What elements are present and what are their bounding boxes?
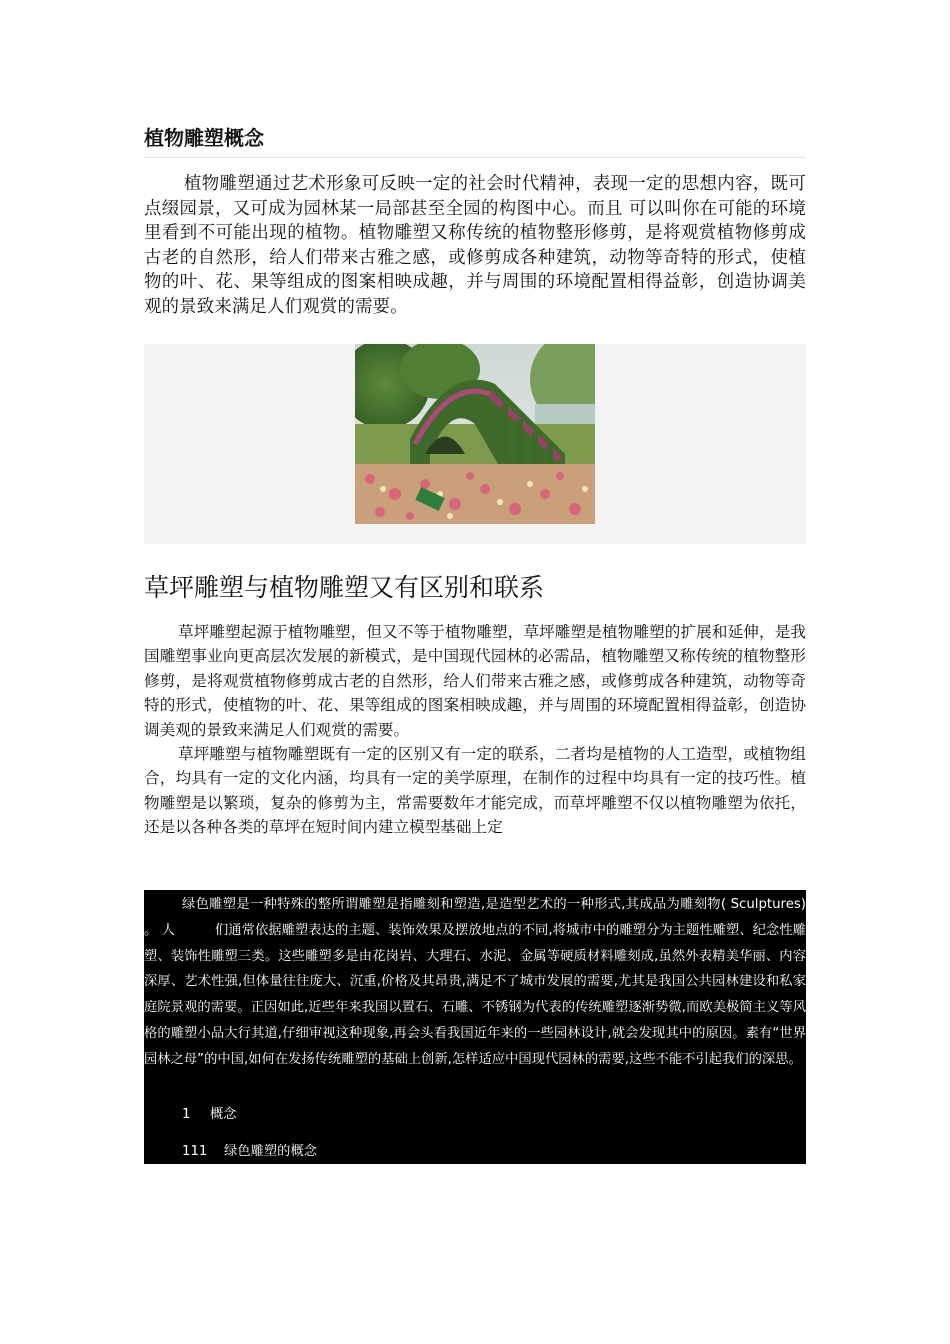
heading-number: 111 [182,1144,208,1159]
section-paragraph-plant-sculpture: 植物雕塑通过艺术形象可反映一定的社会时代精神，表现一定的思想内容，既可点缀园景，又可成为园林某一局部甚至全园的构图中心。而且 可以叫你在可能的环境里看到不可能出现的植物。植物雕塑又称传统的植物整形修剪，是将观赏植物修剪成古老的自然形，给人们带来古雅之感，或修剪成各种建筑，动物等奇特的形式，使植物的叶、花、果等组成的图案相映成趣，并与周围的环境配置相得益彰，创造协调美观的景致来满足人们观赏的需要。 [144,174,806,317]
image-band [144,344,806,544]
heading-text: 绿色雕塑的概念 [224,1144,318,1159]
heading-green-sculpture-concept [182,1142,317,1162]
section-title-lawn-vs-plant: 草坪雕塑与植物雕塑又有区别和联系 [144,573,545,602]
section-body-lawn-vs-plant [144,620,806,840]
green-sculpture-block [144,890,806,1164]
green-sculpture-paragraph: 绿色雕塑是一种特殊的整所谓雕塑是指雕刻和塑造,是造型艺术的一种形式,其成品为雕刻物( Sculptures) 。 人 们通常依据雕塑表达的主题、装饰效果及摆放地点的不同,将城市中的雕塑分为主题性雕塑、纪念性雕塑、装饰性雕塑三类。这些雕塑多是由花岗岩、大理石、水泥、金属等硬质材料雕刻成,虽然外表精美华丽、内容深厚、艺术性强,但体量往往庞大、沉重,价格及其昂贵,满足不了城市发展的需要,尤其是我国公共园林建设和私家庭院景观的需要。正因如此,近些年来我国以置石、石雕、不锈钢为代表的传统雕塑逐渐势微,而欧美极简主义等风格的雕塑小品大行其道,仔细审视这种现象,再会头看我国近年来的一些园林设计,就会发现其中的原因。素有“世界园林之母”的中国,如何在发扬传统雕塑的基础上创新,怎样适应中国现代园林的需要,这些不能不引起我们的深思。 [144,897,806,1067]
topiary-bridge-photo [355,344,595,524]
heading-number: 1 [182,1107,191,1122]
heading-text: 概念 [210,1107,237,1122]
section-title-plant-sculpture: 植物雕塑概念 [144,124,806,158]
paragraph-1: 草坪雕塑起源于植物雕塑，但又不等于植物雕塑，草坪雕塑是植物雕塑的扩展和延伸，是我国雕塑事业向更高层次发展的新模式，是中国现代园林的必需品，植物雕塑又称传统的植物整形修剪，是将观赏植物修剪成古老的自然形，给人们带来古雅之感，或修剪成各种建筑，动物等奇特的形式，使植物的叶、花、果等组成的图案相映成趣，并与周围的环境配置相得益彰，创造协调美观的景致来满足人们观赏的需要。 [144,623,806,739]
heading-concept [182,1105,237,1125]
paragraph-2: 草坪雕塑与植物雕塑既有一定的区别又有一定的联系，二者均是植物的人工造型，或植物组合，均具有一定的文化内涵，均具有一定的美学原理，在制作的过程中均具有一定的技巧性。植物雕塑是以繁琐，复杂的修剪为主，常需要数年才能完成，而草坪雕塑不仅以植物雕塑为依托，还是以各种各类的草坪在短时间内建立模型基础上定 [144,745,806,837]
